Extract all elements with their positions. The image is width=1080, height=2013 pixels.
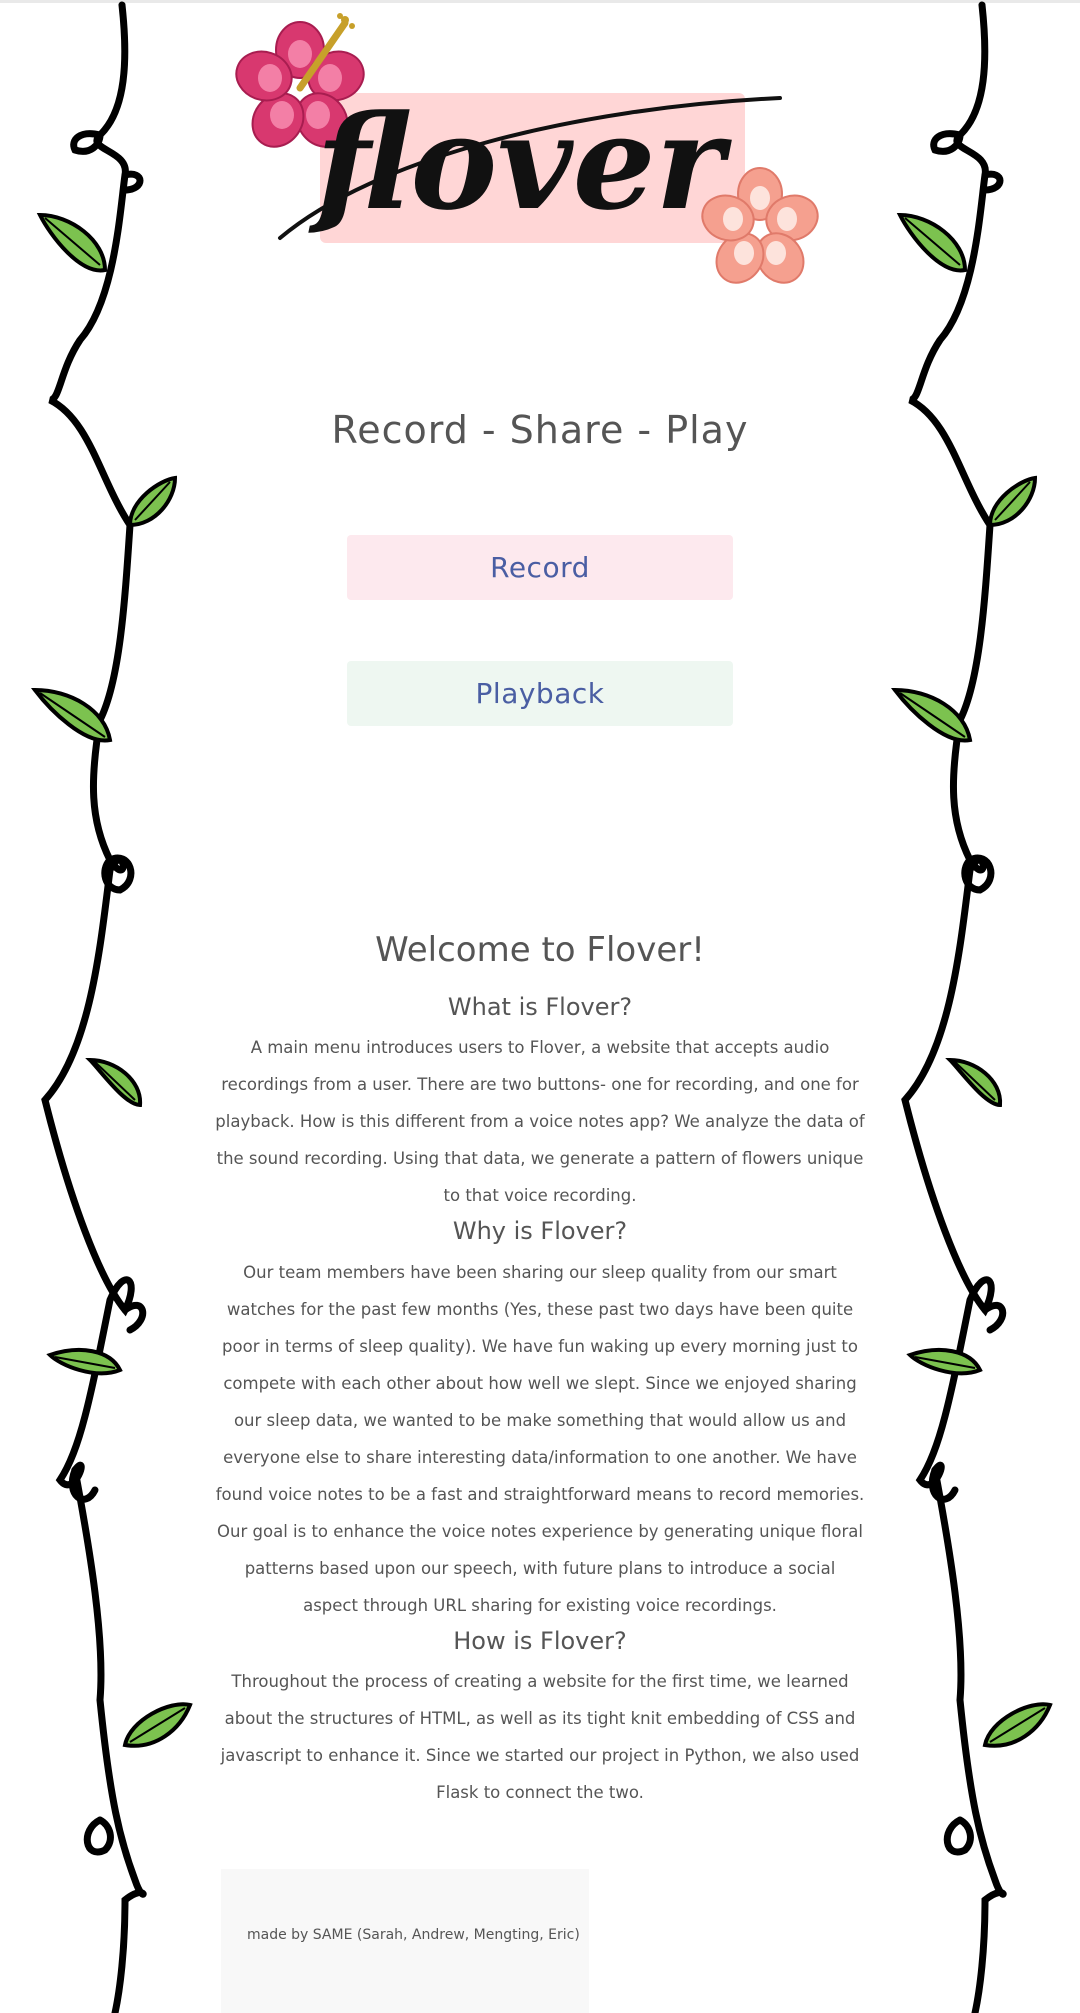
why-paragraph: Our team members have been sharing our sleep quality from our smart watches for the past few months (Yes, these past two days have been quite poor in terms of sleep quality). We have fun waking up every morning just to compete with each other about how well we slept. Since we enjoyed sharing our sleep data, we wanted to be make something that would allow us and everyone else to share interesting data/information to one another. We have found voice notes to be a fast and straightforward means to record memories. Our goal is to enhance the voice notes experience by generating unique floral patterns based upon our speech, with future plans to introduce a social aspect through URL sharing for existing voice recordings. [215,1262,865,1615]
what-paragraph: A main menu introduces users to Flover, a website that accepts audio recordings from a user. There are two buttons- one for recording, and one for playback. How is this different from a voice notes app? We analyze the data of the sound recording. Using that data, we generate a pattern of flowers unique to that voice recording. [215,1038,865,1206]
playback-button[interactable]: Playback [347,661,733,726]
flover-logo [215,8,855,323]
footer-credits: made by SAME (Sarah, Andrew, Mengting, Eric) [247,1927,580,1943]
tagline: Record - Share - Play [331,408,749,452]
vine-left-decoration [30,0,230,2013]
why-heading: Why is Flover? [452,1217,628,1246]
record-button[interactable]: Record [347,535,733,600]
how-heading: How is Flover? [453,1626,627,1655]
footer [221,1869,589,2013]
how-paragraph: Throughout the process of creating a website for the first time, we learned about the structures of HTML, as well as its tight knit embedding of CSS and javascript to enhance it. Since we started our project in Python, we also used Flask to connect the two. [220,1671,860,1802]
welcome-heading: Welcome to Flover! [375,930,705,970]
vine-right-decoration [890,0,1080,2013]
what-heading: What is Flover? [447,993,633,1022]
about-section [215,928,865,1811]
logo-wordmark: flover [316,86,724,239]
